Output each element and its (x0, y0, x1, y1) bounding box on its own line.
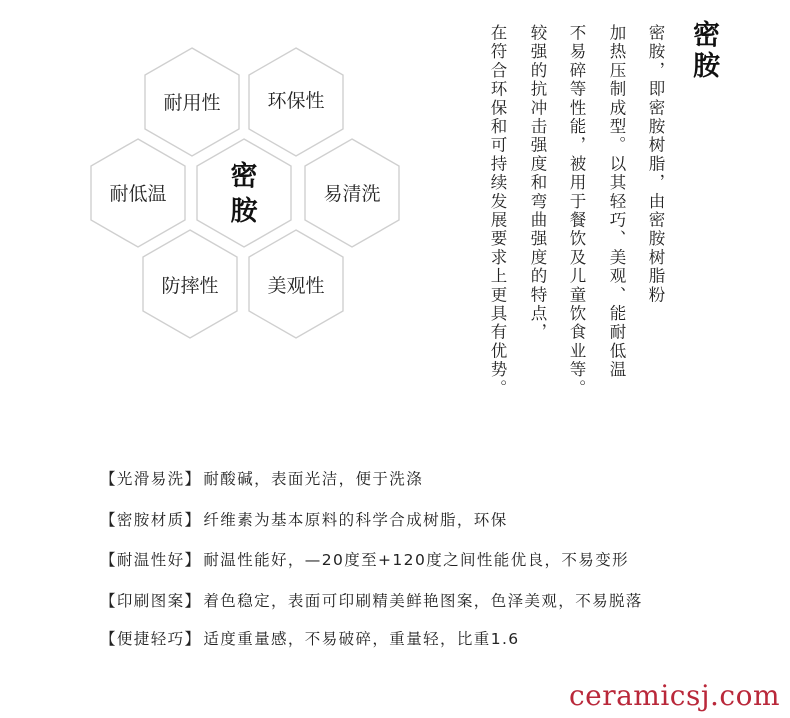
feature-tag: 【耐温性好】 (100, 551, 202, 569)
feature-row (100, 627, 520, 649)
vertical-text-col-4: 较强的抗冲击强度和弯曲强度的特点， (528, 24, 547, 342)
feature-text: 适度重量感，不易破碎，重量轻，比重1.6 (203, 630, 520, 648)
feature-row (100, 508, 508, 530)
hex-center (197, 139, 291, 247)
feature-text: 着色稳定，表面可印刷精美鲜艳图案，色泽美观，不易脱落 (203, 592, 643, 610)
feature-row (100, 589, 643, 611)
feature-text: 耐温性能好，—20度至+120度之间性能优良，不易变形 (203, 551, 630, 569)
hex-label-eco: 环保性 (267, 90, 325, 112)
feature-tag: 【印刷图案】 (100, 592, 202, 610)
feature-tag: 【便捷轻巧】 (100, 630, 202, 648)
feature-row (100, 548, 629, 570)
hex-label-aesthetic: 美观性 (267, 275, 325, 297)
hex-label-durability: 耐用性 (163, 92, 221, 114)
vertical-text-col-1: 密胺，即密胺树脂，由密胺树脂粉 (646, 24, 665, 305)
hex-center-char-2: 胺 (230, 196, 258, 227)
feature-text: 纤维素为基本原料的科学合成树脂，环保 (203, 511, 508, 529)
feature-text: 耐酸碱，表面光洁，便于洗涤 (203, 470, 424, 488)
vertical-text-col-5: 在符合环保和可持续发展要求上更具有优势。 (488, 24, 507, 398)
hex-label-drop-proof: 防摔性 (161, 275, 219, 297)
hex-label-low-temp: 耐低温 (109, 183, 167, 205)
hex-center-char-1: 密 (230, 161, 258, 192)
feature-tag: 【光滑易洗】 (100, 470, 202, 488)
vertical-text-col-3: 不易碎等性能，被用于餐饮及儿童饮食业等。 (567, 24, 586, 398)
vertical-title: 密胺 (688, 20, 719, 82)
watermark: ceramicsj.com (568, 679, 780, 712)
hex-label-easy-clean: 易清洗 (323, 183, 381, 205)
vertical-text-col-2: 加热压制成型。以其轻巧、美观、能耐低温 (607, 24, 626, 380)
feature-row (100, 467, 423, 489)
hexagon-diagram (0, 0, 480, 400)
feature-tag: 【密胺材质】 (100, 511, 202, 529)
